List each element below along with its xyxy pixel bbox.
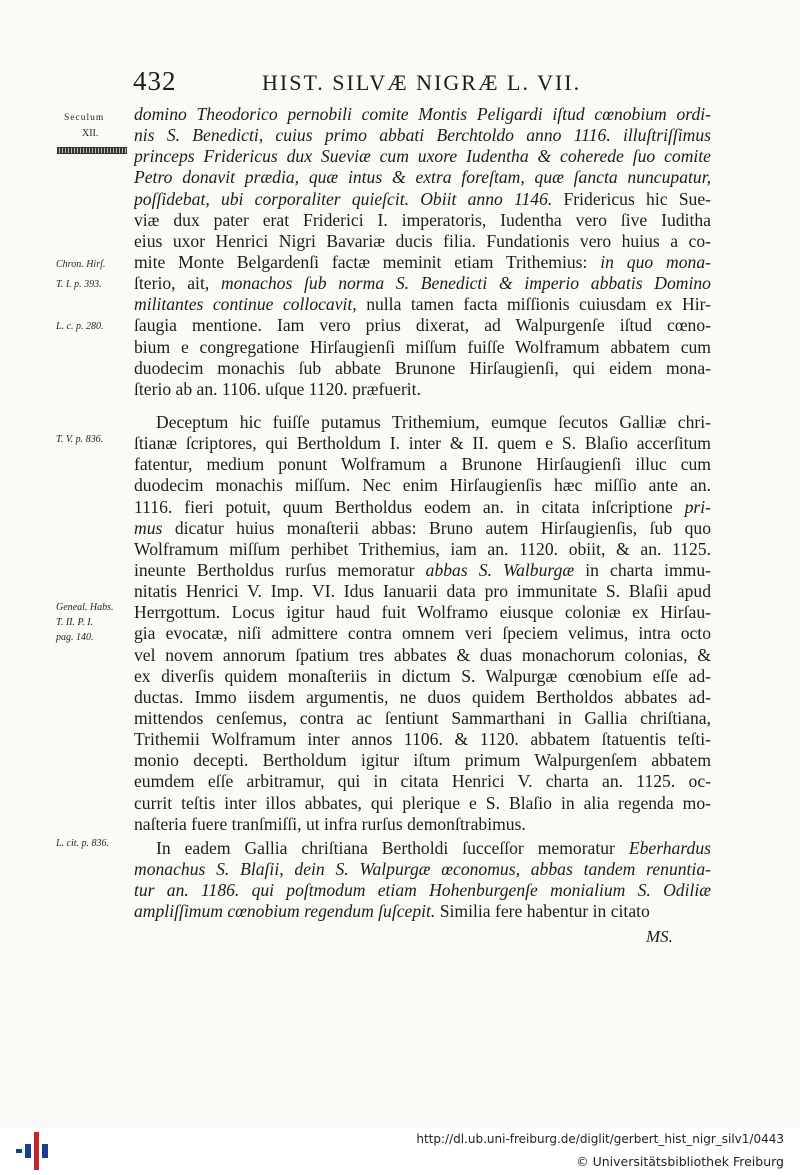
text-segment: mite Monte Belgardenſi factæ meminit etiam Trithemius: [134,251,601,272]
text-line [134,814,711,835]
text-line [134,750,711,771]
text-segment: ductas. Immo iisdem argumentis, ne duos quidem Bertholdos abbates ad- [134,686,711,707]
text-segment: vel novem annorum ſpatium tres abbates & duas monachorum colonias, & [134,644,711,665]
text-segment: eumdem eſſe arbitramur, qui in citata Henrici V. charta an. 1125. oc- [134,771,711,792]
text-segment: nis S. Benedicti, cuius primo abbati Berchtoldo anno 1116. illuſtriſſimus [134,125,711,146]
text-line [134,880,711,901]
seculum-label: Seculum [64,113,105,123]
text-line [134,581,711,602]
text-line [134,901,711,922]
text-segment: 1116. fieri potuit, quum Bertholdus eodem an. in citata inſcriptione [134,496,685,517]
text-line [134,539,711,560]
text-segment: In eadem Gallia chriſtiana Bertholdi ſucceſſor memoratur [156,838,629,858]
text-segment: ſaugia mentione. Iam vero prius dixerat, ad Walpurgenſe iſtud cœno- [134,315,711,336]
text-segment: naſteria fuere tranſmiſſi, ut infra rurſus demonſtrabimus. [134,813,526,834]
text-line [134,518,711,539]
text-segment: duodecim monachis miſſum. Nec enim Hirſaugienſis hæc miſſio ante an. [134,475,711,496]
text-segment: ſtianæ ſcriptores, qui Bertholdum I. inter & II. quem e S. Blaſio accerſitum [134,433,711,454]
text-line [134,475,711,496]
page-number: 432 [133,66,177,96]
text-line [134,454,711,475]
text-segment: militantes continue collocavit, [134,294,357,315]
text-segment: in quo mona- [600,251,711,272]
page-header [0,66,800,100]
text-line [134,358,711,379]
text-segment: Trithemii Wolframum inter annos 1106. & 1120. abbatem ſtatuentis teſti- [134,729,711,750]
text-segment: ineunte Bertholdus rurſus memoratur [134,559,426,580]
margin-note-chron-page: T. I. p. 393. [56,279,102,290]
text-line [134,412,711,433]
catchword: MS. [646,927,673,946]
text-segment: Fridericus hic Sue- [552,188,711,209]
text-segment: Eberhardus [628,838,711,858]
text-line [134,771,711,792]
text-line [134,125,711,146]
text-segment: Similia fere habentur in citato [435,901,650,922]
text-segment: eius uxor Henrici Nigri Bavariæ ducis filia. Fundationis vero huius a co- [134,230,711,251]
text-line [134,210,711,231]
text-segment: fatentur, medium ponunt Wolframum a Brunone Hirſaugienſi illuc cum [134,454,711,475]
decorative-rule [57,147,127,154]
text-line [134,433,711,454]
text-segment: ſterio, [134,273,188,294]
text-line [134,497,711,518]
text-segment: mus [134,517,163,538]
paragraph-1 [134,104,711,400]
text-segment: princeps Fridericus dux Sueviæ cum uxore Iudentha & coherede ſuo comite [134,146,711,167]
text-segment: currit teſtis inter illos abbates, qui plerique e S. Blaſio in alia regenda mo- [134,792,711,813]
text-line [134,859,711,880]
viewer-footer [0,1128,800,1175]
text-line [134,294,711,315]
text-segment: ſterio ab an. 1106. uſque 1120. præfuerit. [134,378,421,399]
text-line [134,623,711,644]
text-segment: in charta immu- [574,559,711,580]
paragraph-3 [134,838,711,923]
paragraph-2 [134,412,711,835]
margin-note-tv: T. V. p. 836. [56,434,104,445]
text-line [134,167,711,188]
text-segment: abbas S. Walburgæ [425,559,575,580]
text-line [134,729,711,750]
library-logo-icon [16,1130,52,1172]
text-line [134,666,711,687]
text-segment: Petro donavit prædia, quæ intus & extra foreſtam, quæ ſancta nuncupatur, [134,167,711,188]
margin-note-geneal: Geneal. Habs. [56,602,114,613]
text-segment: Wolframum miſſum perhibet Trithemius, iam an. 1120. obiit, & an. 1125. [134,538,711,559]
text-segment: mittendos cenſemus, contra ac ſentiunt Sammarthani in Gallia chriſtiana, [134,707,711,728]
text-line [134,379,711,400]
text-line [134,793,711,814]
text-segment: ampliſſimum cœnobium regendum ſuſcepit. [134,901,436,922]
text-line [134,315,711,336]
text-line [134,645,711,666]
text-segment: pri- [684,496,711,517]
text-segment: tur an. 1186. qui poſtmodum etiam Hohenburgenſe monialium S. Odiliæ [134,880,711,901]
text-line [134,231,711,252]
margin-note-chron: Chron. Hirſ. [56,259,106,270]
text-segment: duodecim monachis ſub abbate Brunone Hirſaugienſi, qui eidem mona- [134,357,711,378]
text-line [134,104,711,125]
text-segment: monachos ſub norma S. Benedicti & imperio abbatis Domino [220,273,711,294]
text-line [134,602,711,623]
margin-note-lcit: L. cit. p. 836. [56,838,110,849]
text-line [134,273,711,294]
text-segment: gia evocatæ, niſi admittere contra omnem veri ſpeciem velimus, intra octo [134,623,711,644]
text-segment: Herrgottum. Locus igitur haud fuit Wolframo eiusque coloniæ ex Hirſau- [134,602,711,623]
text-segment: nitatis Henrici V. Imp. VI. Idus Ianuarii data pro immunitate S. Blaſii apud [134,581,711,602]
text-line [134,252,711,273]
text-line [134,560,711,581]
text-segment: ait, [187,273,221,294]
text-line [134,708,711,729]
text-segment: domino Theodorico pernobili comite Montis Peligardi iſtud cœnobium ordi- [134,104,711,124]
seculum-number: XII. [82,128,99,139]
text-line [134,838,711,859]
text-line [134,189,711,210]
copyright-text: © Universitätsbibliothek Freiburg [576,1154,784,1169]
text-segment: monachus S. Blaſii, dein S. Walpurgæ œconomus, abbas tandem renuntia- [134,859,711,880]
text-segment: ex diverſis quidem monaſteriis in dictum S. Walpurgæ cœnobium eſſe ad- [134,665,711,686]
margin-note-lc: L. c. p. 280. [56,321,104,332]
margin-note-geneal-vol: T. II. P. I. [56,617,94,628]
text-segment: monio decepti. Bertholdum igitur iſtum primum Walpurgenſem abbatem [134,750,711,771]
text-segment: nulla tamen facta miſſionis cuiusdam ex Hir- [356,294,711,315]
text-segment: Deceptum hic fuiſſe putamus Trithemium, eumque ſecutos Galliæ chri- [156,412,711,432]
document-url-link[interactable]: http://dl.ub.uni-freiburg.de/diglit/gerbert_hist_nigr_silv1/0443 [416,1132,784,1146]
text-segment: poſſidebat, ubi corporaliter quieſcit. Obiit anno 1146. [134,188,553,209]
running-title: HIST. SILVÆ NIGRÆ L. VII. [262,70,582,95]
text-line [134,337,711,358]
text-segment: dicatur huius monaſterii abbas: Bruno autem Hirſaugienſis, ſub quo [162,517,711,538]
text-segment: viæ dux pater erat Friderici I. imperatoris, Iudentha vero ſive Iuditha [134,209,711,230]
text-line [134,687,711,708]
text-line [134,146,711,167]
text-segment: bium e congregatione Hirſaugienſi miſſum fuiſſe Wolframum abbatem cum [134,336,711,357]
margin-note-geneal-page: pag. 140. [56,632,94,643]
